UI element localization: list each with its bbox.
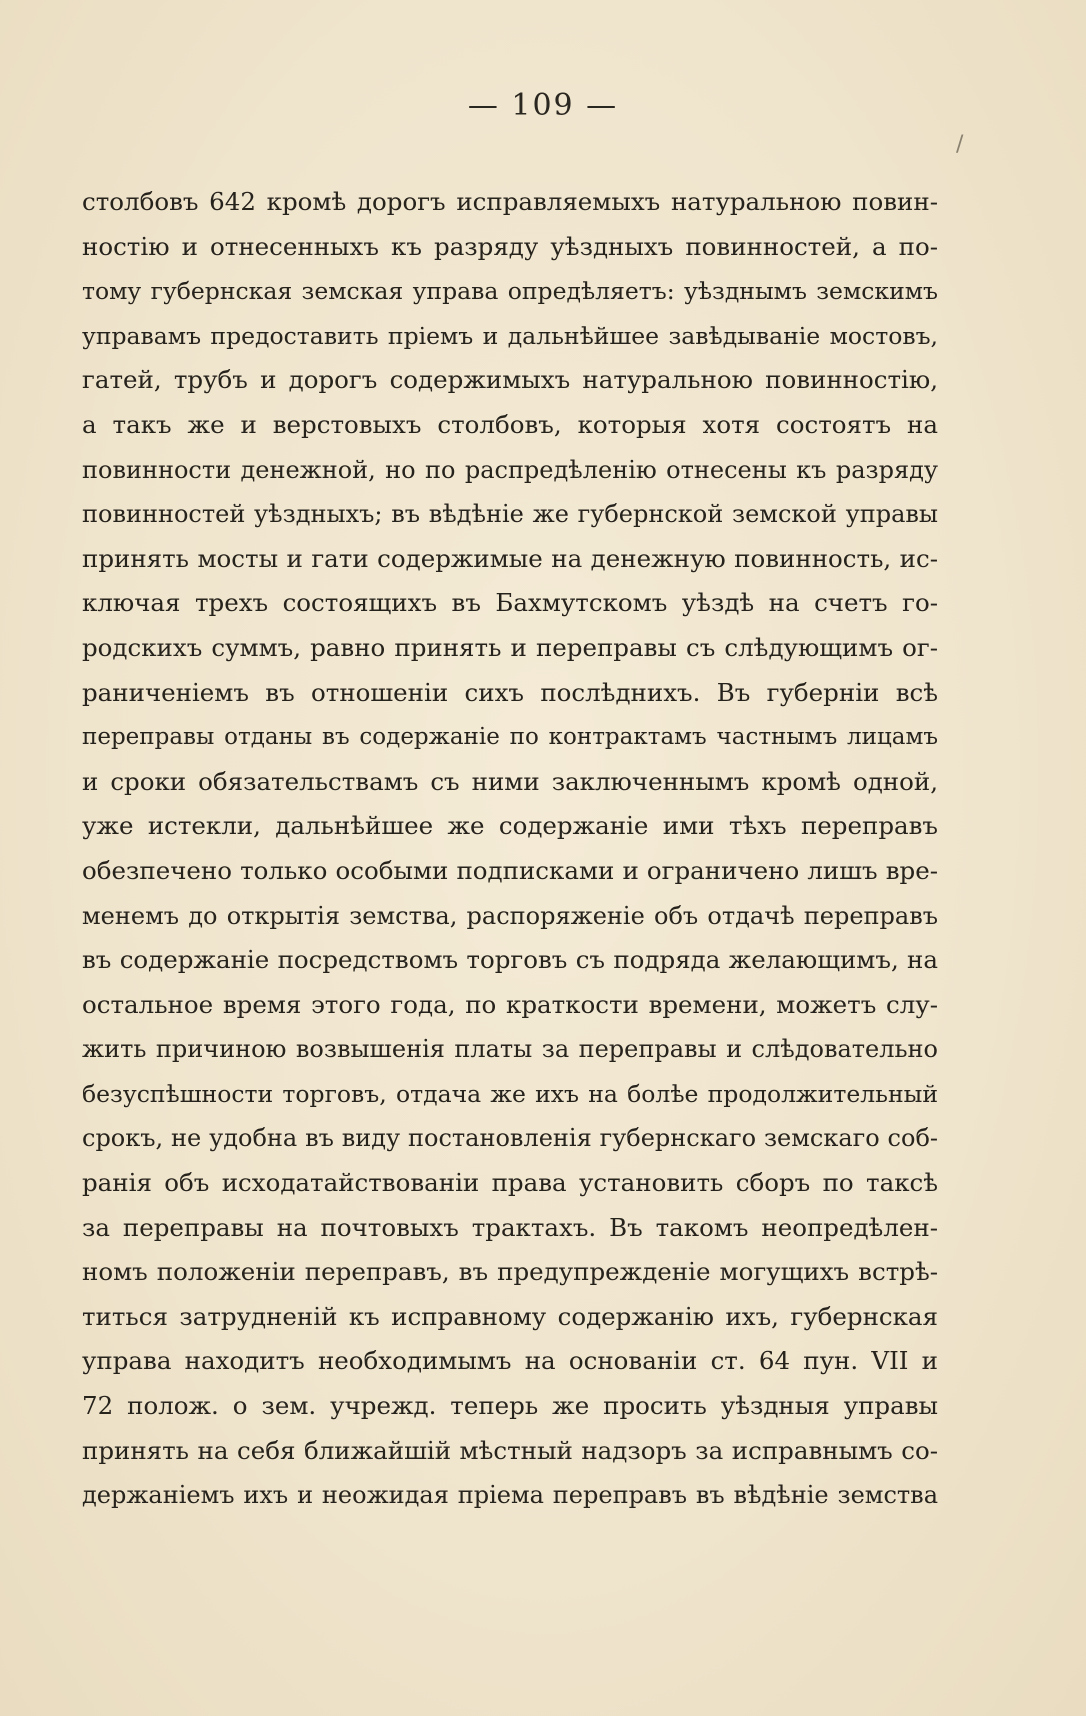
text-line: жить причиною возвышенія платы за переправы и слѣдовательно [82, 1035, 938, 1064]
text-line: въ содержаніе посредствомъ торговъ съ подряда желающимъ, на [82, 945, 938, 975]
text-line: менемъ до открытія земства, распоряженіе объ отдачѣ переправъ [82, 901, 938, 930]
text-line: и сроки обязательствамъ съ ними заключеннымъ кромѣ одной, [82, 766, 938, 796]
text-line: принять мосты и гати содержимые на денежную повинность, ис- [82, 543, 938, 573]
text-line: повинности денежной, но по распредѣленію отнесены къ разряду [82, 455, 938, 484]
text-line: уже истекли, дальнѣйшее же содержаніе ими тѣхъ переправъ [82, 811, 938, 841]
text-line: переправы отданы въ содержаніе по контрактамъ частнымъ лицамъ [82, 724, 938, 751]
text-line: раниченіемъ въ отношеніи сихъ послѣднихъ. Въ губерніи всѣ [82, 677, 938, 707]
text-line: ностію и отнесенныхъ къ разряду уѣздныхъ повинностей, а по- [82, 231, 938, 261]
page-number: — 109 — [467, 88, 619, 123]
text-line: обезпечено только особыми подписками и ограничено лишъ вре- [82, 855, 938, 885]
text-line: безуспѣшности торговъ, отдача же ихъ на болѣе продолжительный [82, 1079, 938, 1108]
text-line: титься затрудненій къ исправному содержанію ихъ, губернская [82, 1301, 938, 1331]
text-line: гатей, трубъ и дорогъ содержимыхъ натуральною повинностію, [82, 365, 938, 395]
text-line: держаніемъ ихъ и неожидая пріема переправъ въ вѣдѣніе земства [82, 1481, 938, 1510]
text-line: ключая трехъ состоящихъ въ Бахмутскомъ уѣздѣ на счетъ го- [82, 588, 938, 618]
text-line: 72 полож. о зем. учрежд. теперь же просить уѣздныя управы [82, 1391, 938, 1421]
body-text [82, 180, 938, 1518]
text-line: срокъ, не удобна въ виду постановленія губернскаго земскаго соб- [82, 1124, 938, 1153]
margin-mark: / [956, 132, 964, 157]
text-line: ранія объ исходатайствованіи права установить сборъ по таксѣ [82, 1168, 938, 1198]
text-line: за переправы на почтовыхъ трактахъ. Въ такомъ неопредѣлен- [82, 1212, 938, 1242]
text-line: остальное время этого года, по краткости времени, можетъ слу- [82, 989, 938, 1019]
text-line: повинностей уѣздныхъ; въ вѣдѣніе же губернской земской управы [82, 500, 938, 529]
text-line: столбовъ 642 кромѣ дорогъ исправляемыхъ натуральною повин- [82, 187, 938, 216]
text-line: управамъ предоставить пріемъ и дальнѣйшее завѣдываніе мостовъ, [82, 321, 938, 350]
text-line: тому губернская земская управа опредѣляетъ: уѣзднымъ земскимъ [82, 277, 938, 306]
text-line: а такъ же и верстовыхъ столбовъ, которыя хотя состоятъ на [82, 409, 938, 439]
text-line: номъ положеніи переправъ, въ предупрежденіе могущихъ встрѣ- [82, 1257, 938, 1287]
text-line: принять на себя ближайшій мѣстный надзоръ за исправнымъ со- [82, 1435, 938, 1465]
text-line: родскихъ суммъ, равно принять и переправы съ слѣдующимъ ог- [82, 632, 938, 662]
text-line: управа находитъ необходимымъ на основаніи ст. 64 пун. VII и [82, 1346, 938, 1376]
